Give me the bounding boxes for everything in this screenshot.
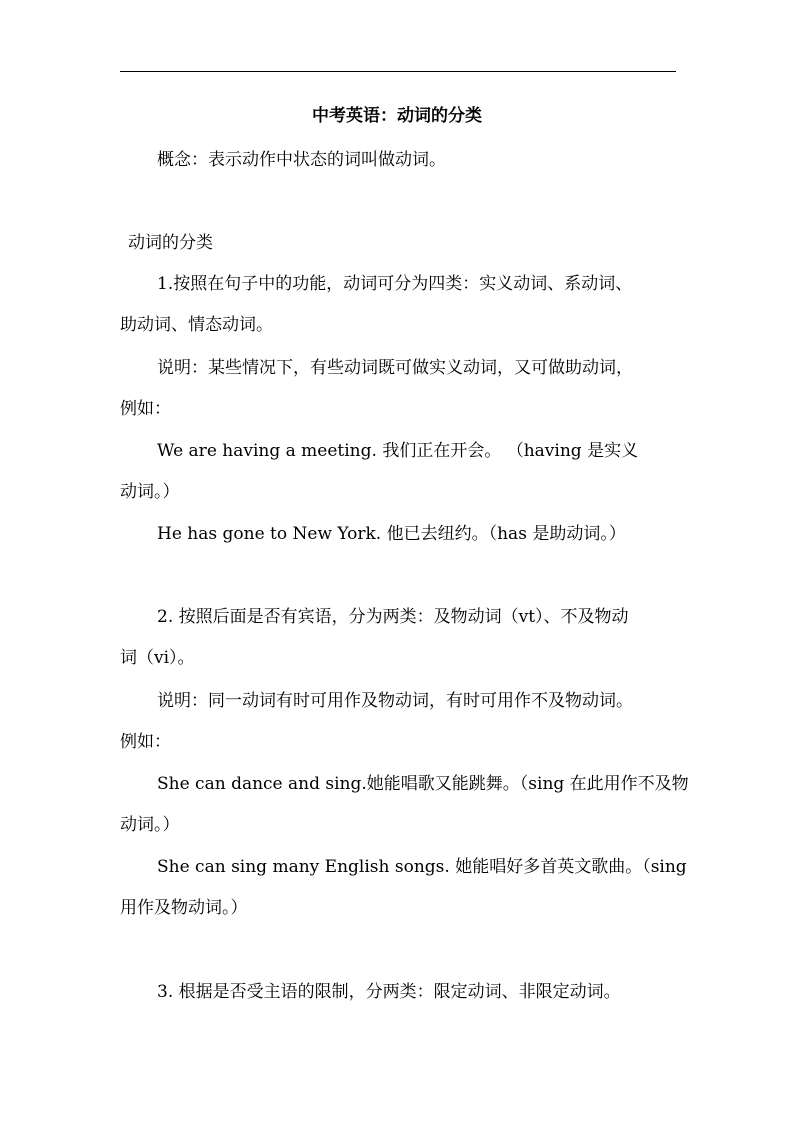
- section-heading: 动词的分类: [128, 233, 213, 253]
- section-1-example-1-cont: 动词。）: [120, 482, 180, 502]
- section-2-note: 说明：同一动词有时可用作及物动词，有时可用作不及物动词。: [157, 691, 633, 711]
- section-2-example-1-cont: 动词。）: [120, 815, 180, 835]
- section-3-paragraph: 3. 根据是否受主语的限制，分两类：限定动词、非限定动词。: [157, 982, 621, 1002]
- section-1-paragraph: 1.按照在句子中的功能，动词可分为四类：实义动词、系动词、: [157, 274, 633, 294]
- section-1-note-cont: 例如：: [120, 399, 171, 419]
- document-title: 中考英语：动词的分类: [312, 106, 482, 126]
- section-1-example-2: He has gone to New York. 他已去纽约。（has 是助动词。）: [157, 524, 626, 544]
- header-rule: [120, 71, 676, 72]
- concept-paragraph: 概念：表示动作中状态的词叫做动词。: [157, 150, 446, 170]
- section-2-example-2-cont: 用作及物动词。）: [120, 898, 248, 918]
- section-1-note: 说明：某些情况下，有些动词既可做实义动词，又可做助动词，: [157, 358, 633, 378]
- section-1-example-1: We are having a meeting. 我们正在开会。 （having 是实义: [157, 441, 639, 461]
- section-2-paragraph-cont: 词（vi）。: [120, 648, 195, 668]
- section-2-note-cont: 例如：: [120, 732, 171, 752]
- section-2-example-1: She can dance and sing.她能唱歌又能跳舞。（sing 在此用作不及物: [157, 774, 689, 794]
- section-2-paragraph: 2. 按照后面是否有宾语，分为两类：及物动词（vt）、不及物动: [157, 607, 629, 627]
- section-2-example-2: She can sing many English songs. 她能唱好多首英文歌曲。（sing: [157, 857, 687, 877]
- section-1-paragraph-cont: 助动词、情态动词。: [120, 315, 273, 335]
